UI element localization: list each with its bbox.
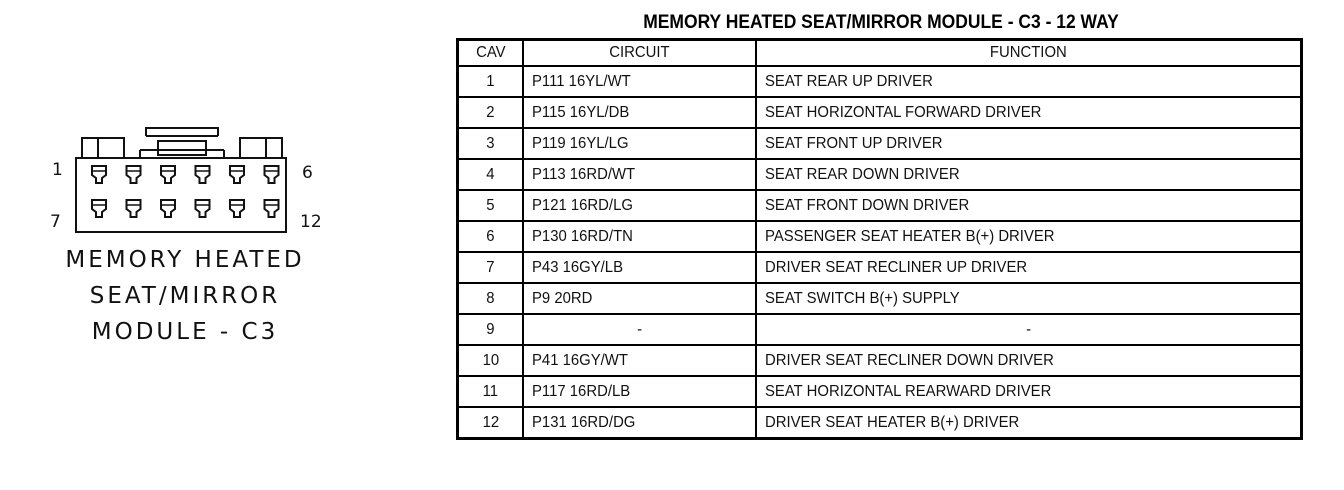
cell-cav: 6: [458, 221, 524, 252]
table-row: [458, 97, 1302, 128]
cell-function: SEAT HORIZONTAL REARWARD DRIVER: [756, 376, 1302, 407]
cell-circuit: P130 16RD/TN: [523, 221, 756, 252]
cell-circuit: P117 16RD/LB: [523, 376, 756, 407]
connector-left-ear: [82, 138, 124, 158]
pin-label-12: 12: [300, 212, 322, 232]
pin-cavity-3: [161, 166, 175, 183]
table-title: MEMORY HEATED SEAT/MIRROR MODULE - C3 - 12 WAY: [643, 12, 1119, 33]
cell-circuit: P131 16RD/DG: [523, 407, 756, 439]
table-row: [458, 159, 1302, 190]
cell-cav: 10: [458, 345, 524, 376]
table-row: [458, 345, 1302, 376]
cell-circuit: P111 16YL/WT: [523, 66, 756, 97]
table-row: [458, 407, 1302, 439]
cell-cav: 11: [458, 376, 524, 407]
cell-circuit: P9 20RD: [523, 283, 756, 314]
cell-cav: 3: [458, 128, 524, 159]
cell-cav: 1: [458, 66, 524, 97]
cell-function: SEAT FRONT DOWN DRIVER: [756, 190, 1302, 221]
connector-diagram: [0, 0, 440, 490]
cell-circuit: -: [523, 314, 756, 345]
table-row: [458, 376, 1302, 407]
caption-line-3: MODULE - C3: [91, 319, 279, 345]
cell-cav: 9: [458, 314, 524, 345]
pin-cavity-10: [196, 200, 210, 217]
table-row: [458, 314, 1302, 345]
cell-circuit: P119 16YL/LG: [523, 128, 756, 159]
pin-cavity-7: [92, 200, 106, 217]
pin-cavity-2: [127, 166, 141, 183]
cell-cav: 2: [458, 97, 524, 128]
pin-cavity-8: [127, 200, 141, 217]
cell-circuit: P43 16GY/LB: [523, 252, 756, 283]
cell-circuit: P121 16RD/LG: [523, 190, 756, 221]
cell-function: PASSENGER SEAT HEATER B(+) DRIVER: [756, 221, 1302, 252]
table-row: [458, 190, 1302, 221]
caption-line-2: SEAT/MIRROR: [89, 283, 281, 309]
cell-cav: 5: [458, 190, 524, 221]
pin-cavity-4: [196, 166, 210, 183]
pinout-table-body: [458, 66, 1302, 439]
cell-circuit: P113 16RD/WT: [523, 159, 756, 190]
caption-line-1: MEMORY HEATED: [65, 247, 305, 273]
cell-cav: 4: [458, 159, 524, 190]
connector-lock-window: [158, 141, 206, 155]
cell-function: SEAT FRONT UP DRIVER: [756, 128, 1302, 159]
connector-body: [76, 158, 286, 232]
pinout-table: [456, 38, 1303, 440]
cell-cav: 8: [458, 283, 524, 314]
connector-lock-tab: [146, 128, 218, 136]
pin-cavity-group: [92, 166, 279, 217]
pin-cavity-12: [265, 200, 279, 217]
cell-cav: 12: [458, 407, 524, 439]
pin-cavity-6: [265, 166, 279, 183]
header-circuit: CIRCUIT: [523, 40, 756, 67]
cell-function: SEAT HORIZONTAL FORWARD DRIVER: [756, 97, 1302, 128]
cell-function: SEAT SWITCH B(+) SUPPLY: [756, 283, 1302, 314]
table-row: [458, 66, 1302, 97]
cell-function: DRIVER SEAT HEATER B(+) DRIVER: [756, 407, 1302, 439]
header-cav: CAV: [458, 40, 524, 67]
pin-label-6: 6: [302, 163, 313, 183]
cell-function: DRIVER SEAT RECLINER DOWN DRIVER: [756, 345, 1302, 376]
pin-cavity-11: [230, 200, 244, 217]
pin-label-1: 1: [52, 160, 63, 180]
table-row: [458, 283, 1302, 314]
table-row: [458, 221, 1302, 252]
cell-function: SEAT REAR DOWN DRIVER: [756, 159, 1302, 190]
cell-cav: 7: [458, 252, 524, 283]
header-function: FUNCTION: [756, 40, 1302, 67]
pin-cavity-9: [161, 200, 175, 217]
pin-label-7: 7: [50, 212, 61, 232]
table-row: [458, 252, 1302, 283]
table-row: [458, 128, 1302, 159]
cell-circuit: P41 16GY/WT: [523, 345, 756, 376]
module-caption: [40, 242, 330, 350]
table-header-row: [458, 40, 1302, 67]
pin-cavity-1: [92, 166, 106, 183]
cell-function: -: [756, 314, 1302, 345]
cell-function: SEAT REAR UP DRIVER: [756, 66, 1302, 97]
pin-cavity-5: [230, 166, 244, 183]
cell-function: DRIVER SEAT RECLINER UP DRIVER: [756, 252, 1302, 283]
connector-right-ear: [240, 138, 282, 158]
cell-circuit: P115 16YL/DB: [523, 97, 756, 128]
